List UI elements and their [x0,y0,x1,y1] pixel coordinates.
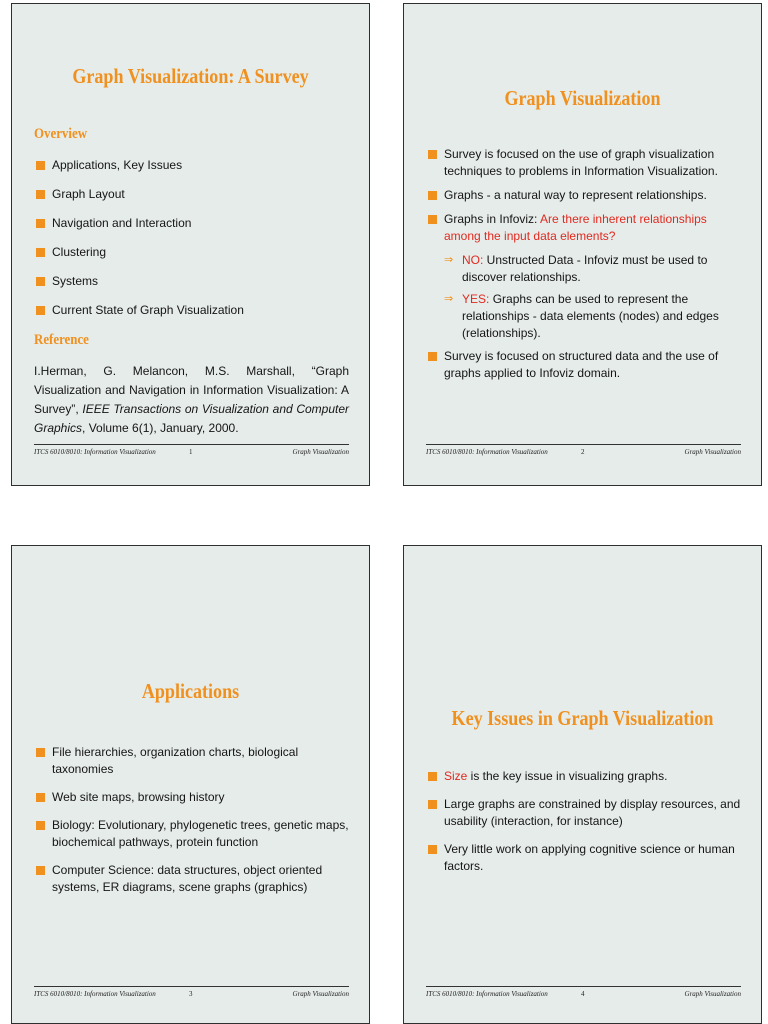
bullet-list [34,744,349,896]
bullet-square-icon [36,821,45,830]
highlight-text: Size [444,769,468,783]
slide-title: Key Issues in Graph Visualization [451,706,714,730]
bullet-square-icon [36,306,45,315]
journal-title: IEEE Transactions on Visualization and Computer Graphics [34,402,350,435]
list-item: Computer Science: data structures, object oriented systems, ER diagrams, scene graphs (graphics) [34,862,349,896]
bullet-square-icon [36,793,45,802]
page-number: 4 [581,990,585,998]
overview-list [34,157,349,319]
reference-heading: Reference [34,332,89,348]
bullet-square-icon [36,748,45,757]
bullet-square-icon [428,800,437,809]
list-item: Graph Layout [34,186,349,203]
slide-3 [11,545,370,1024]
overview-heading: Overview [34,126,88,142]
slide-title: Applications [141,679,240,703]
arrow-right-icon: ⇒ [444,254,454,266]
footer-topic: Graph Visualization [684,448,741,456]
list-item: Survey is focused on structured data and the use of graphs applied to Infoviz domain. [426,348,741,382]
slide-1 [11,3,370,486]
slide-footer [34,444,349,460]
list-item: Size is the key issue in visualizing graphs. [426,768,741,785]
page-number: 2 [581,448,585,456]
slide-footer [34,986,349,1002]
footer-course: ITCS 6010/8010: Information Visualization [426,990,548,998]
page-number: 1 [189,448,193,456]
bullet-square-icon [36,277,45,286]
list-item: Very little work on applying cognitive science or human factors. [426,841,741,875]
sub-list [444,252,741,342]
sub-list-item: ⇒ YES: Graphs can be used to represent the relationships - data elements (nodes) and edges (relationships). [444,292,719,340]
bullet-list [426,768,741,875]
footer-topic: Graph Visualization [292,990,349,998]
slide-title: Graph Visualization [504,86,661,110]
highlight-text: Are there inherent relationships among the input data elements? [444,212,707,243]
list-item: File hierarchies, organization charts, biological taxonomies [34,744,349,778]
bullet-square-icon [36,190,45,199]
page-number: 3 [189,990,193,998]
bullet-square-icon [36,161,45,170]
footer-topic: Graph Visualization [684,990,741,998]
footer-course: ITCS 6010/8010: Information Visualization [34,990,156,998]
list-item: Applications, Key Issues [34,157,349,174]
list-item: Biology: Evolutionary, phylogenetic trees, genetic maps, biochemical pathways, protein function [34,817,349,851]
list-item: Systems [34,273,349,290]
footer-topic: Graph Visualization [292,448,349,456]
arrow-right-icon: ⇒ [444,293,454,305]
bullet-square-icon [36,248,45,257]
list-item: Graphs - a natural way to represent relationships. [426,187,741,204]
footer-course: ITCS 6010/8010: Information Visualization [426,448,548,456]
bullet-square-icon [428,150,437,159]
list-item: Current State of Graph Visualization [34,302,349,319]
slide-4 [403,545,762,1024]
slide-title: Graph Visualization: A Survey [72,64,309,88]
bullet-square-icon [428,215,437,224]
bullet-square-icon [36,219,45,228]
bullet-square-icon [428,191,437,200]
bullet-square-icon [36,866,45,875]
list-item: Clustering [34,244,349,261]
list-item: Large graphs are constrained by display resources, and usability (interaction, for instance) [426,796,741,830]
bullet-square-icon [428,352,437,361]
bullet-list [426,146,741,382]
bullet-square-icon [428,845,437,854]
list-item: Graphs in Infoviz: Are there inherent relationships among the input data elements? ⇒ NO: Unstructed Data - Infoviz must be used to discover relationships. ⇒ YES: Graphs can be used to represent the relationships - data elements (nodes) and edges (relationships). [426,211,741,342]
slide-footer [426,986,741,1002]
sub-list-item: ⇒ NO: Unstructed Data - Infoviz must be used to discover relationships. [444,253,708,284]
bullet-square-icon [428,772,437,781]
list-item: Survey is focused on the use of graph visualization techniques to problems in Information Visualization. [426,146,741,180]
slide-footer [426,444,741,460]
slide-2 [403,3,762,486]
list-item: Web site maps, browsing history [34,789,349,806]
footer-course: ITCS 6010/8010: Information Visualization [34,448,156,456]
list-item: Navigation and Interaction [34,215,349,232]
reference-text: I.Herman, G. Melancon, M.S. Marshall, “Graph Visualization and Navigation in Information Visualization: A Survey”, IEEE Transactions on Visualization and Computer Graphics, Volume 6(1), January, 2000. [34,364,350,435]
